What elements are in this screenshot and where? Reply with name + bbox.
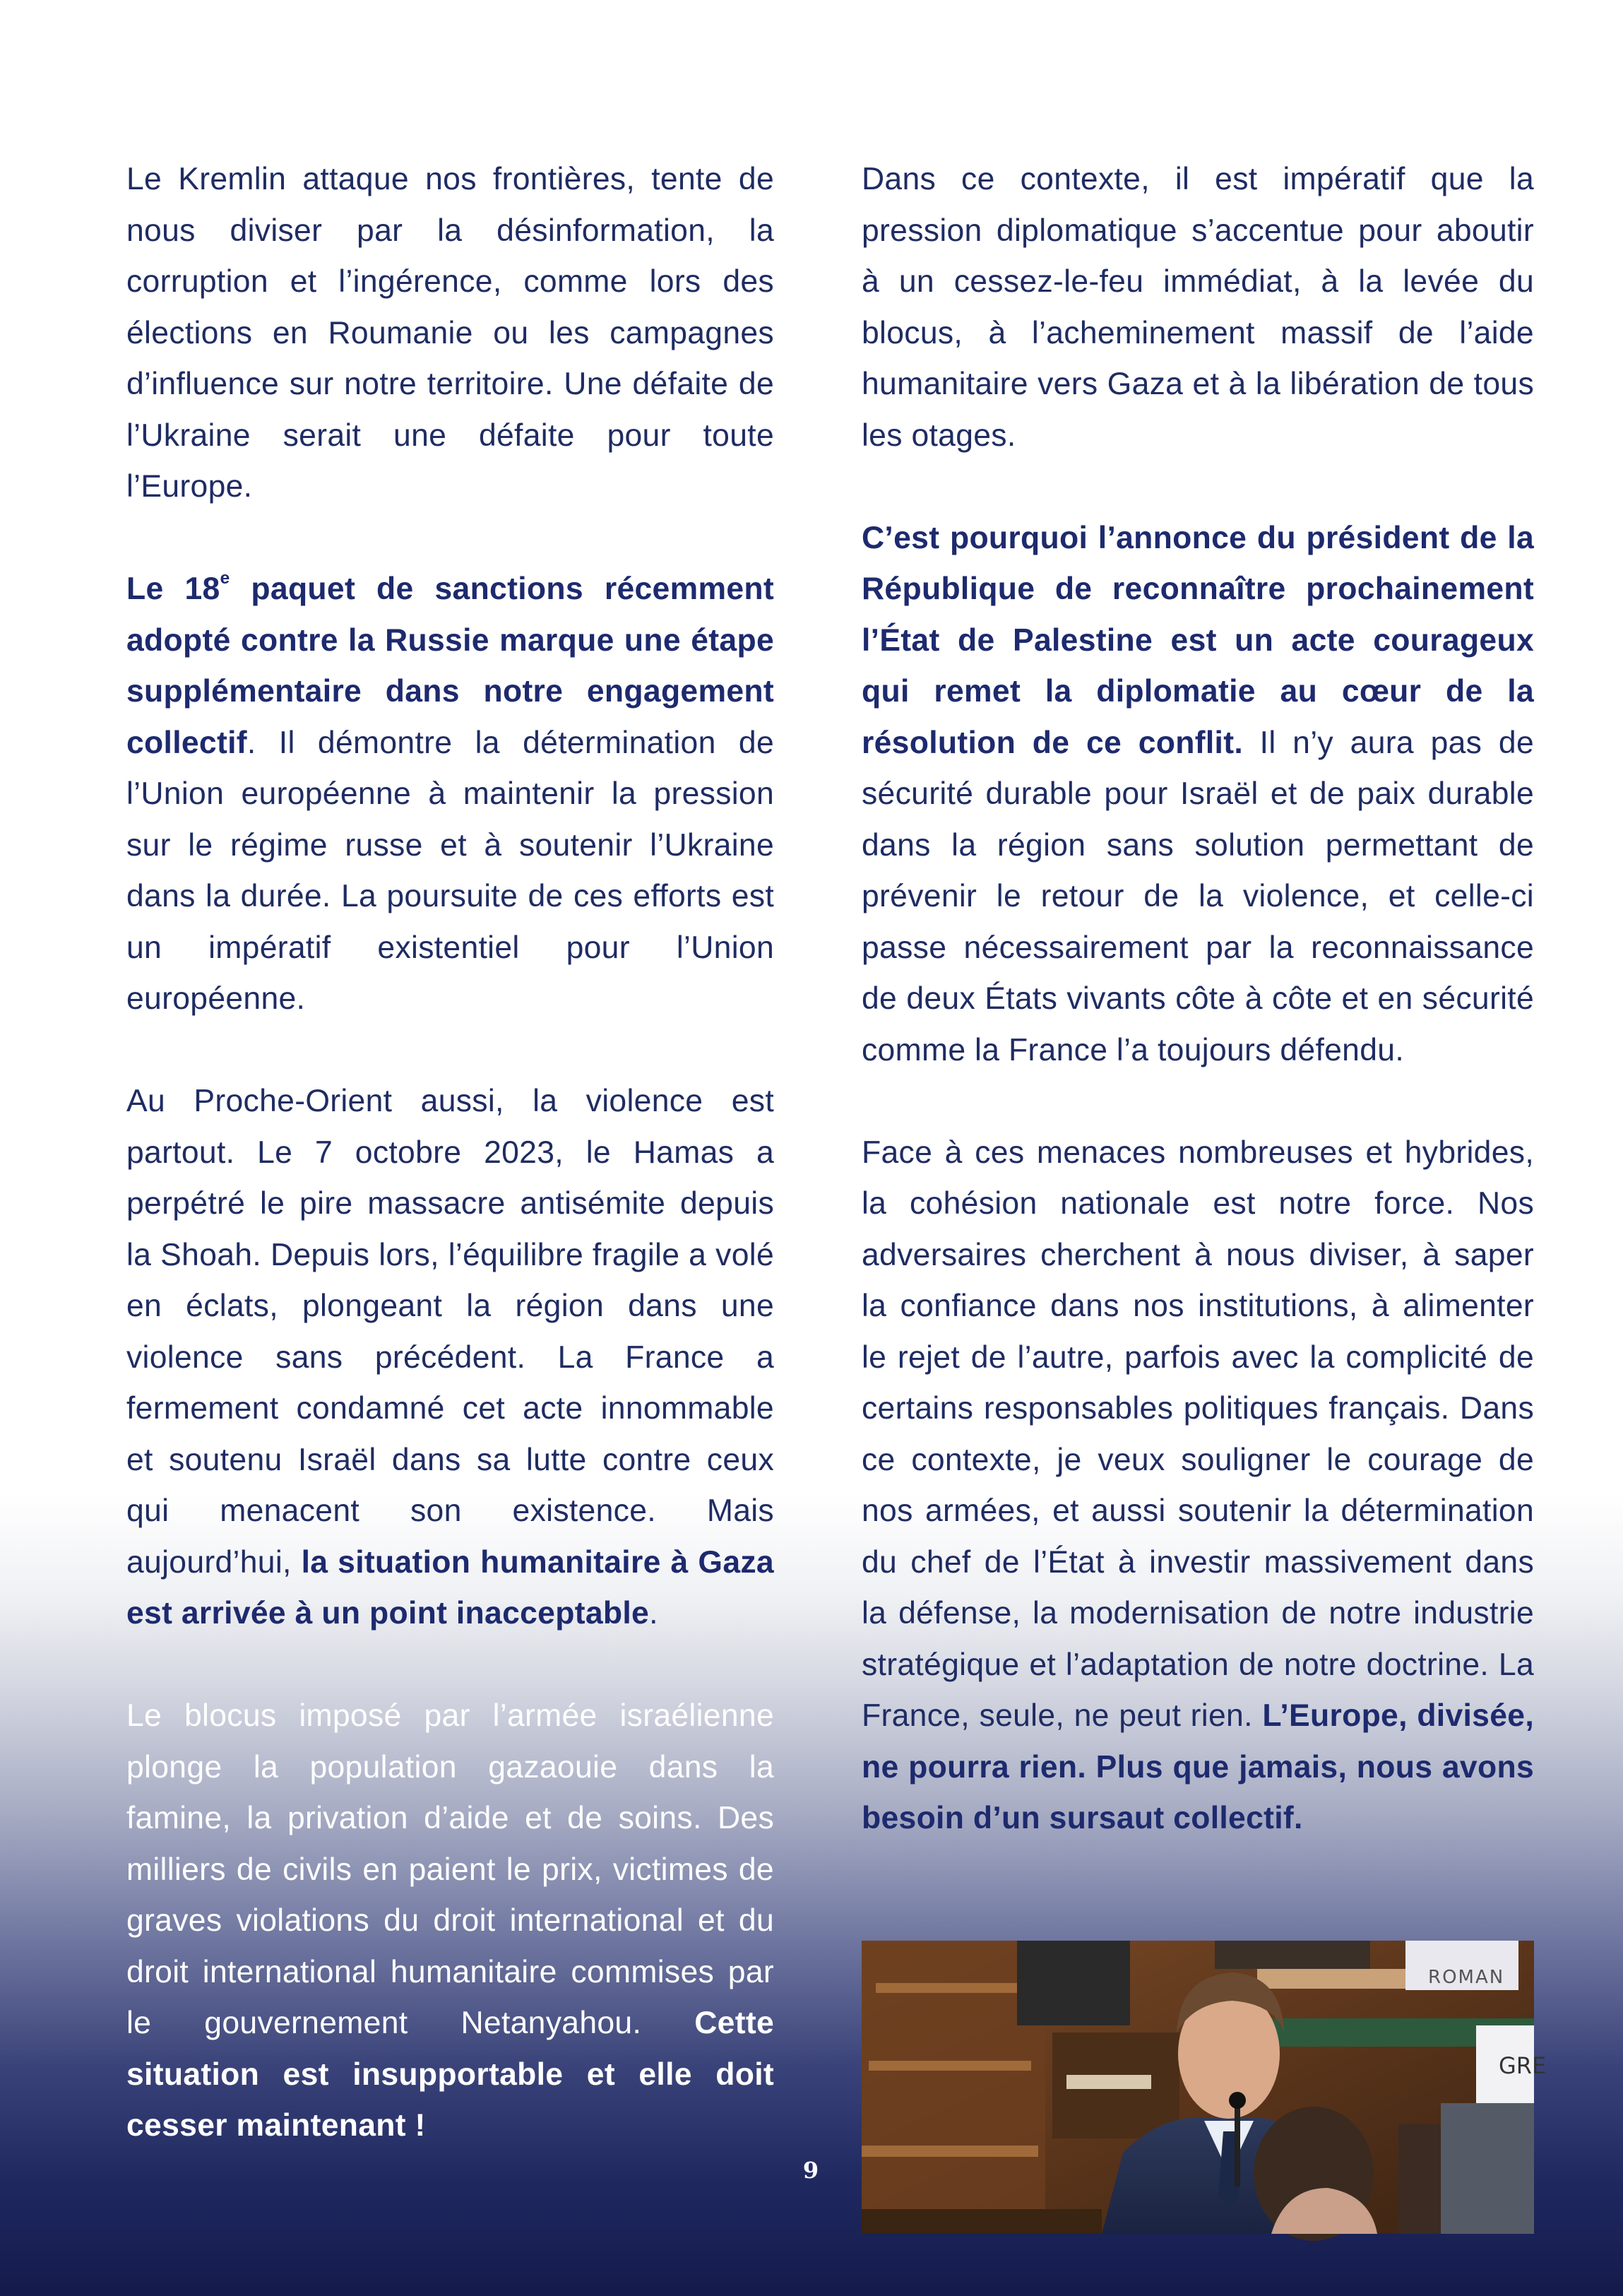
text-run: Il n’y aura pas de sécurité durable pour Israël et de paix durable dans la région sans solution permettant de prévenir le retour de la violence, et celle-ci passe nécessairement par la reconnaissance de deux États vivants côte à côte et en sécurité comme la France l’a toujours défendu. (862, 725, 1534, 1067)
text-run: . Il démontre la détermination de l’Union européenne à maintenir la pression sur le régime russe et à soutenir l’Ukraine dans la durée. La poursuite de ces efforts est un impératif existentiel pour l’Union européenne. (126, 725, 774, 1016)
bold-run: la situation humanitaire à Gaza est arrivée à un point inacceptable (126, 1544, 774, 1631)
placard-2-text: GRE (1499, 2052, 1547, 2079)
parliament-photo (862, 1941, 1547, 2234)
left-column (126, 154, 774, 2203)
bench-rail (862, 2146, 1038, 2157)
text-run: . (649, 1596, 658, 1631)
right-person (1441, 2103, 1534, 2234)
left-paragraph-1 (126, 154, 774, 513)
background-person (1017, 1941, 1130, 2025)
bold-run: C’est pourquoi l’annonce du président de la République de reconnaître prochainement l’État de Palestine est un acte courageux qui remet la diplomatie au cœur de la résolution de ce conflit. (862, 520, 1534, 760)
text-run: Le blocus imposé par l’armée israélienne plonge la population gazaouie dans la famine, la privation d’aide et de soins. Des milliers de civils en paient le prix, victimes de graves violations du droit international et du droit international humanitaire commises par le gouvernement Netanyahou. (126, 1698, 774, 2040)
bold-text: Le 18 (126, 572, 220, 606)
left-paragraph-2 (126, 564, 774, 1025)
right-column (862, 154, 1534, 1895)
placard-1-text: ROMAN (1428, 1967, 1505, 1988)
bold-run: Cette situation est insupportable et elle doit cesser maintenant ! (126, 2006, 774, 2143)
right-paragraph-1 (862, 154, 1534, 461)
left-paragraph-3 (126, 1076, 774, 1640)
bottom-desk (862, 2209, 1102, 2234)
microphone-stem (1235, 2102, 1240, 2186)
microphone-head (1229, 2092, 1246, 2109)
background-person (1215, 1941, 1370, 1969)
bench-rail (869, 2061, 1031, 2071)
text-run: Dans ce contexte, il est impératif que la pression diplomatique s’accentue pour aboutir à un cessez-le-feu immédiat, à la levée du blocus, à l’acheminement massif de l’aide humanitaire vers Gaza et à la libération de tous les otages. (862, 162, 1534, 453)
text-run: Le Kremlin attaque nos frontières, tente de nous diviser par la désinformation, la corruption et l’ingérence, comme lors des élections en Roumanie ou les campagnes d’influence sur notre territoire. Une défaite de l’Ukraine serait une défaite pour toute l’Europe. (126, 162, 774, 504)
superscript: e (220, 568, 230, 588)
page-number: 9 (802, 2157, 819, 2184)
bench-rail (876, 1983, 1017, 1993)
seat-rail (1066, 2075, 1151, 2089)
right-paragraph-3 (862, 1128, 1534, 1845)
text-run: Face à ces menaces nombreuses et hybrides, la cohésion nationale est notre force. Nos adversaires cherchent à nous diviser, à saper la confiance dans nos institutions, à alimenter le rejet de l’autre, parfois avec la complicité de certains responsables politiques français. Dans ce contexte, je veux souligner le courage de nos armées, et aussi soutenir la détermination du chef de l’État à investir massivement dans la défense, la modernisation de notre industrie stratégique et l’adaptation de notre doctrine. La France, seule, ne peut rien. (862, 1135, 1534, 1733)
photo-illustration (862, 1941, 1547, 2234)
bold-run: L’Europe, divisée, ne pourra rien. Plus que jamais, nous avons besoin d’un sursaut collectif. (862, 1698, 1534, 1835)
left-paragraph-4 (126, 1691, 774, 2152)
text-run: Au Proche-Orient aussi, la violence est partout. Le 7 octobre 2023, le Hamas a perpétré le pire massacre antisémite depuis la Shoah. Depuis lors, l’équilibre fragile a volé en éclats, plongeant la région dans une violence sans précédent. La France a fermement condamné cet acte innommable et soutenu Israël dans sa lutte contre ceux qui menacent son existence. Mais aujourd’hui, (126, 1084, 774, 1580)
bold-text: paquet de sanctions récemment adopté contre la Russie marque une étape supplémentaire dans notre engagement collectif (126, 572, 774, 760)
right-paragraph-2 (862, 513, 1534, 1077)
